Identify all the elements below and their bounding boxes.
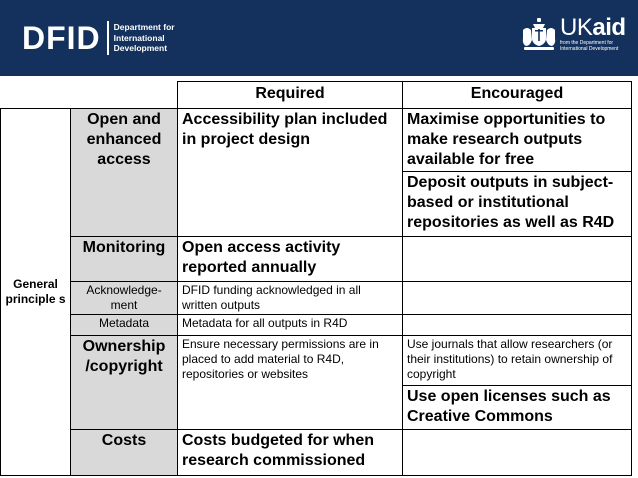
table-row	[1, 282, 632, 315]
required-metadata: Metadata for all outputs in R4D	[178, 315, 403, 336]
ukaid-logo	[520, 16, 630, 52]
dfid-logo	[22, 20, 175, 56]
encouraged-open-access-2: Deposit outputs in subject-based or institutional repositories as well as R4D	[403, 172, 632, 237]
encouraged-metadata	[403, 315, 632, 336]
row-label-open-access: Open and enhanced access	[71, 109, 178, 237]
table-row	[1, 237, 632, 282]
row-label-ownership: Ownership /copyright	[71, 336, 178, 430]
encouraged-ownership-2: Use open licenses such as Creative Commons	[403, 386, 632, 430]
table-header-row	[1, 82, 632, 109]
row-label-costs: Costs	[71, 430, 178, 476]
encouraged-costs	[403, 430, 632, 476]
encouraged-acknowledgement	[403, 282, 632, 315]
dfid-wordmark: DFID	[22, 20, 101, 56]
column-header-encouraged: Encouraged	[403, 82, 632, 109]
required-open-access: Accessibility plan included in project design	[178, 109, 403, 237]
required-ownership: Ensure necessary permissions are in placed to add material to R4D, repositories or websites	[178, 336, 403, 430]
table-row	[1, 109, 632, 172]
group-label-general-principles: General principle s	[1, 109, 71, 476]
encouraged-ownership-1: Use journals that allow researchers (or their institutions) to retain ownership of copyright	[403, 336, 632, 386]
open-access-policy-table	[0, 81, 632, 476]
row-label-acknowledgement: Acknowledge-ment	[71, 282, 178, 315]
required-monitoring: Open access activity reported annually	[178, 237, 403, 282]
required-costs: Costs budgeted for when research commissioned	[178, 430, 403, 476]
encouraged-monitoring	[403, 237, 632, 282]
column-header-required: Required	[178, 82, 403, 109]
dfid-divider	[107, 21, 109, 55]
royal-crest-icon	[520, 16, 558, 52]
dfid-department-name: Department for International Development	[113, 22, 175, 54]
row-label-metadata: Metadata	[71, 315, 178, 336]
ukaid-wordmark: UKaid	[560, 14, 626, 41]
table-row	[1, 315, 632, 336]
row-label-monitoring: Monitoring	[71, 237, 178, 282]
encouraged-open-access-1: Maximise opportunities to make research outputs available for free	[403, 109, 632, 172]
ukaid-tagline: from the Department for International Development	[560, 40, 619, 52]
required-acknowledgement: DFID funding acknowledged in all written outputs	[178, 282, 403, 315]
header-banner	[0, 0, 638, 76]
table-row	[1, 430, 632, 476]
table-row	[1, 336, 632, 386]
